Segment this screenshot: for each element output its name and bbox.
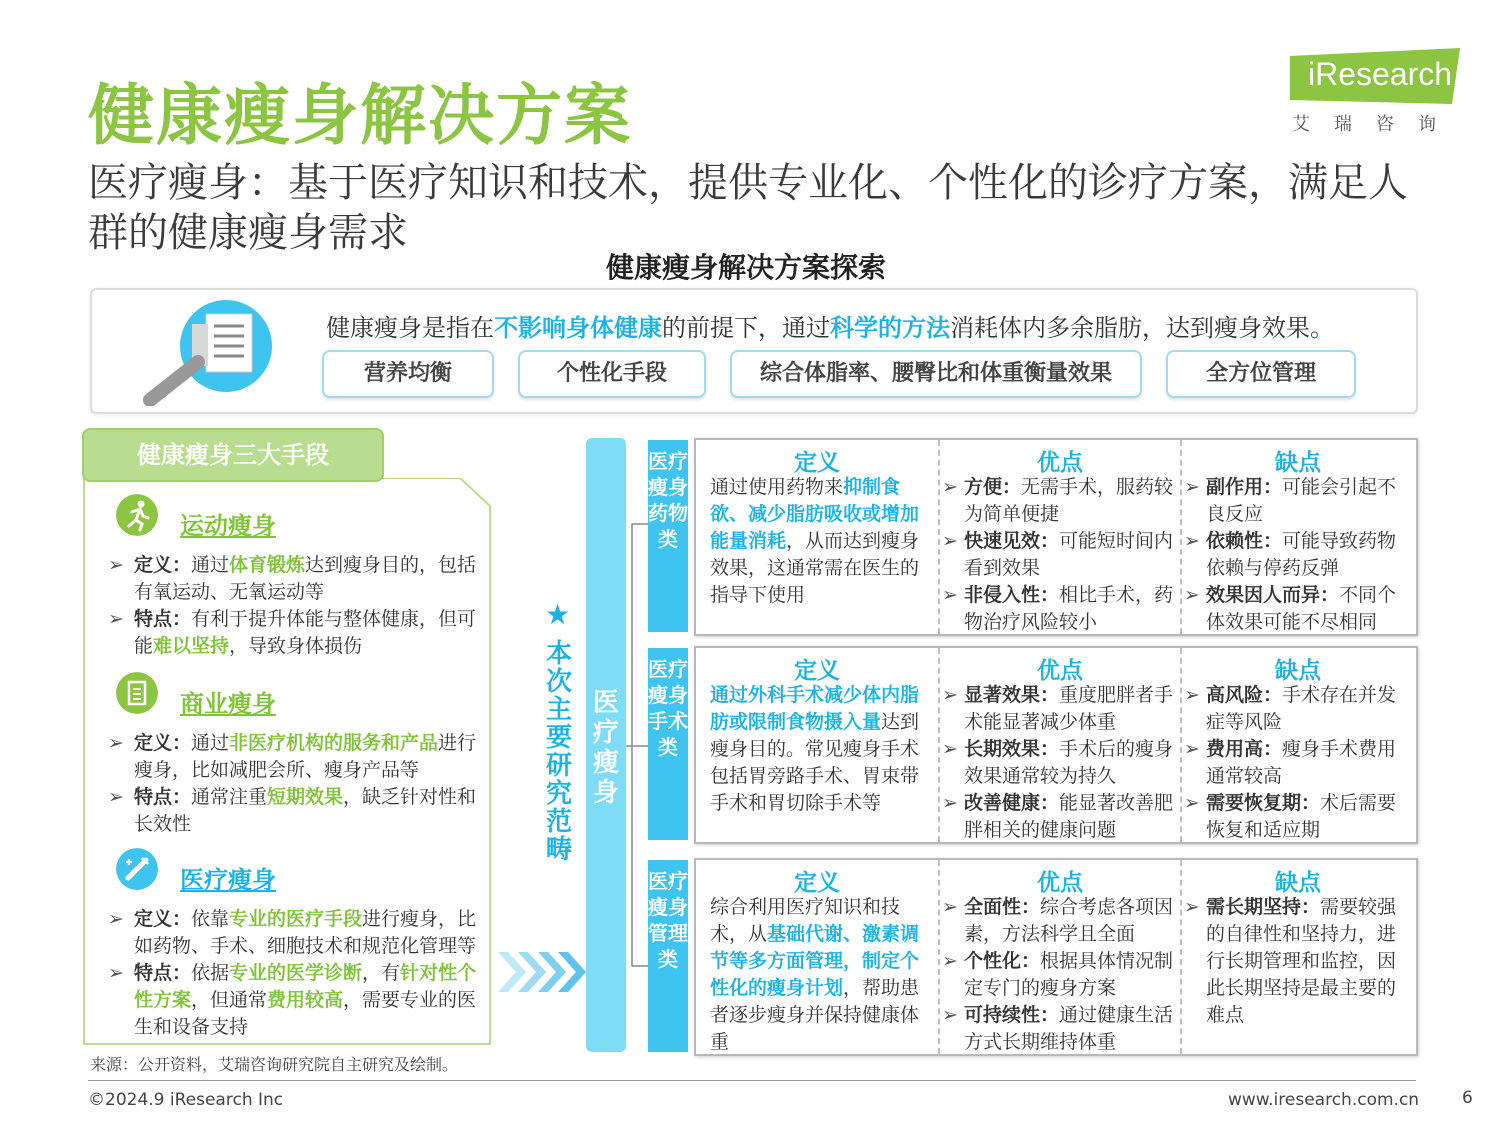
document-icon [116,672,158,714]
col-header-cons: 缺点 [1275,658,1321,684]
surgery-cons-col: 缺点 ➢ 高风险：手术存在并发症等风险 ➢ 费用高：瘦身手术费用通常较高 ➢ 需要恢复期：术后需要恢复和适应期 [1182,648,1414,844]
chevron-right-icon: ➢ [942,738,958,760]
category-drug-table [694,438,1418,636]
col-header-def: 定义 [794,870,840,896]
management-pros-col: 优点 ➢ 全面性：综合考虑各项因素，方法科学且全面 ➢ 个性化：根据具体情况制定专门的瘦身方案 ➢ 可持续性：通过健康生活方式长期维持体重 [940,860,1180,1056]
category-drug: 医疗瘦身药物类 [648,440,688,632]
drug-cons-col: 缺点 ➢ 副作用：可能会引起不良反应 ➢ 依赖性：可能导致药物依赖与停药反弹 ➢ 效果因人而异：不同个体效果可能不尽相同 [1182,440,1414,636]
method-medical-def: ➢ 定义：依靠专业的医疗手段进行瘦身，比如药物、手术、细胞技术和规范化管理等 [108,908,477,957]
chevron-right-icon: ➢ [942,684,958,706]
col-header-pros: 优点 [1037,870,1083,896]
management-def-col: 定义 综合利用医疗知识和技术，从基础代谢、激素调节等多方面管理，制定个性化的瘦身计划，帮助患者逐步瘦身并保持健康体重 [696,860,938,1056]
star-icon: ★ [545,598,571,631]
method-commercial-def: ➢ 定义：通过非医疗机构的服务和产品进行瘦身，比如减肥会所、瘦身产品等 [108,732,477,781]
pill-management: 全方位管理 [1166,350,1356,398]
chevron-right-icon: ➢ [108,608,124,630]
method-medical-feat: ➢ 特点：依据专业的医学诊断，有针对性个性方案，但通常费用较高，需要专业的医生和设备支持 [108,962,477,1038]
pill-personalized: 个性化手段 [518,350,706,398]
category-bracket [626,436,650,1056]
website-link[interactable]: www.iresearch.com.cn [1228,1090,1420,1110]
chevron-right-icon: ➢ [1184,476,1200,498]
method-sport-feat: ➢ 特点：有利于提升体能与整体健康，但可能难以坚持，导致身体损伤 [108,608,477,657]
chevron-right-icon: ➢ [1184,896,1200,918]
category-management-table [694,858,1418,1056]
methods-header: 健康瘦身三大手段 [82,428,384,482]
col-header-def: 定义 [794,658,840,684]
col-header-cons: 缺点 [1275,450,1321,476]
double-chevron-right-icon [498,952,588,992]
running-person-icon [116,494,158,536]
chevron-right-icon: ➢ [108,962,124,984]
chevron-right-icon: ➢ [942,530,958,552]
chevron-right-icon: ➢ [1184,738,1200,760]
footer-divider [88,1080,1416,1081]
method-title-medical: 医疗瘦身 [180,866,276,894]
category-surgery-table [694,646,1418,844]
pill-measure: 综合体脂率、腰臀比和体重衡量效果 [730,350,1142,398]
chevron-right-icon: ➢ [108,554,124,576]
drug-pros-col: 优点 ➢ 方便：无需手术，服药较为简单便捷 ➢ 快速见效：可能短时间内看到效果 ➢ 非侵入性：相比手术，药物治疗风险较小 [940,440,1180,636]
category-surgery: 医疗瘦身手术类 [648,648,688,840]
chevron-right-icon: ➢ [942,584,958,606]
page-number: 6 [1462,1088,1473,1108]
col-header-pros: 优点 [1037,658,1083,684]
chevron-right-icon: ➢ [942,476,958,498]
chevron-right-icon: ➢ [942,950,958,972]
chevron-right-icon: ➢ [942,1004,958,1026]
chevron-right-icon: ➢ [108,786,124,808]
scope-label: 本次主要研究范畴 [545,639,572,865]
medical-bar-label: 医疗瘦身 [592,688,619,808]
chevron-right-icon: ➢ [108,908,124,930]
surgery-def-col: 定义 通过外科手术减少体内脂肪或限制食物摄入量达到瘦身目的。常见瘦身手术包括胃旁路手术、胃束带手术和胃切除手术等 [696,648,938,817]
chevron-right-icon: ➢ [942,896,958,918]
category-management: 医疗瘦身管理类 [648,860,688,1052]
logo-brand: iResearch [1308,56,1453,92]
medical-syringe-icon [116,848,158,890]
method-commercial-feat: ➢ 特点：通常注重短期效果，缺乏针对性和长效性 [108,786,477,835]
page-subtitle: 医疗瘦身：基于医疗知识和技术，提供专业化、个性化的诊疗方案，满足人群的健康瘦身需求 [88,160,1408,256]
pill-nutrition: 营养均衡 [322,350,494,398]
surgery-pros-col: 优点 ➢ 显著效果：重度肥胖者手术能显著减少体重 ➢ 长期效果：手术后的瘦身效果通常较为持久 ➢ 改善健康：能显著改善肥胖相关的健康问题 [940,648,1180,844]
intro-text: 健康瘦身是指在不影响身体健康的前提下，通过科学的方法消耗体内多余脂肪，达到瘦身效果。 [326,314,1334,342]
chevron-right-icon: ➢ [1184,530,1200,552]
management-cons-col: 缺点 ➢ 需长期坚持：需要较强的自律性和坚持力，进行长期管理和监控，因此长期坚持是最主要的难点 [1182,860,1414,1029]
chevron-right-icon: ➢ [1184,584,1200,606]
col-header-cons: 缺点 [1275,870,1321,896]
chevron-right-icon: ➢ [108,732,124,754]
col-header-def: 定义 [794,450,840,476]
method-title-commercial: 商业瘦身 [180,690,276,718]
method-title-sport: 运动瘦身 [180,512,276,540]
method-sport-def: ➢ 定义：通过体育锻炼达到瘦身目的，包括有氧运动、无氧运动等 [108,554,477,603]
explore-title: 健康瘦身解决方案探索 [606,251,887,284]
copyright: ©2024.9 iResearch Inc [88,1090,284,1110]
page-title: 健康瘦身解决方案 [88,77,632,154]
logo-cn: 艾瑞咨询 [1292,114,1460,135]
chevron-right-icon: ➢ [942,792,958,814]
chevron-right-icon: ➢ [1184,792,1200,814]
drug-def-col: 定义 通过使用药物来抑制食欲、减少脂肪吸收或增加能量消耗，从而达到瘦身效果，这通常需在医生的指导下使用 [696,440,938,609]
col-header-pros: 优点 [1037,450,1083,476]
source-note: 来源：公开资料，艾瑞咨询研究院自主研究及绘制。 [90,1055,459,1074]
magnifier-document-icon [140,296,276,406]
chevron-right-icon: ➢ [1184,684,1200,706]
iresearch-logo [1290,48,1460,138]
